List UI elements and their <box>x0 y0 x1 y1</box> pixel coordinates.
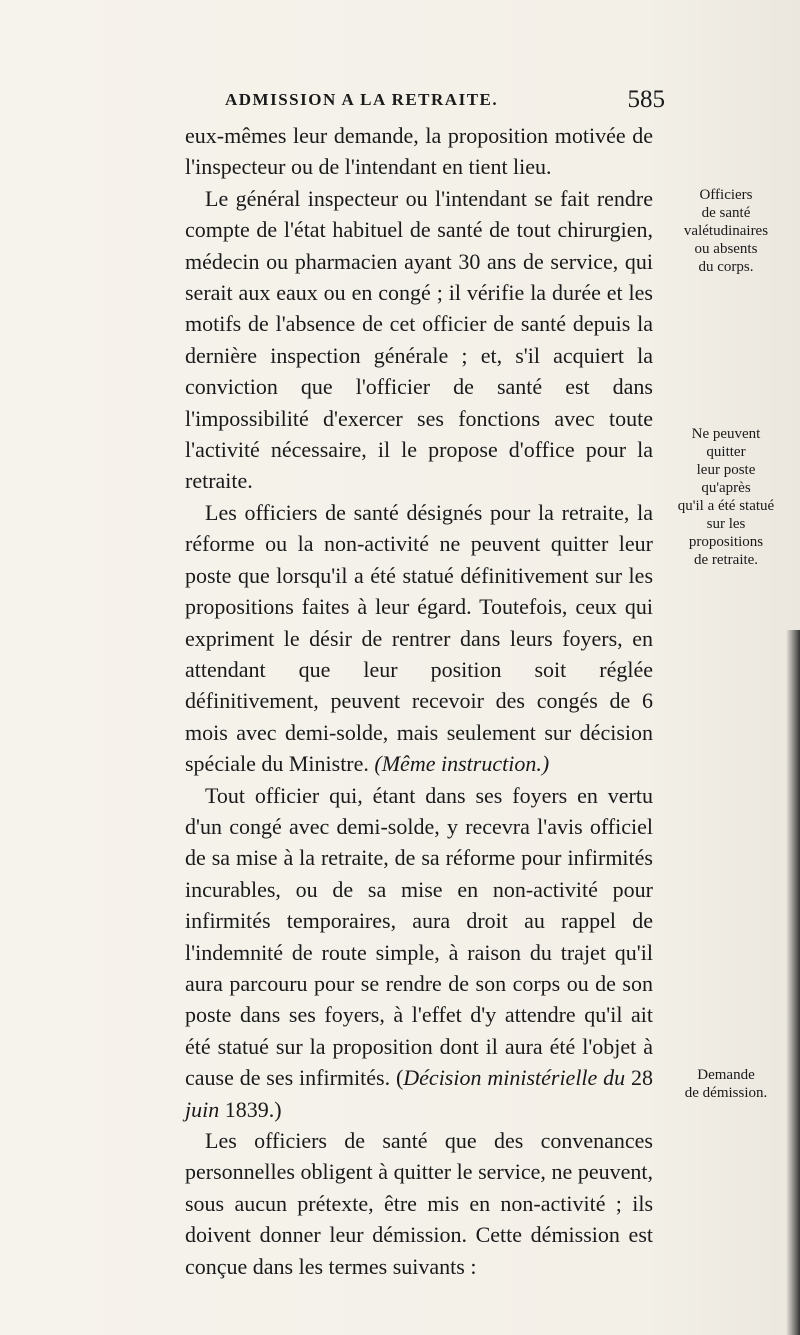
margin-note-line: sur les <box>706 516 746 532</box>
margin-note-line: du corps. <box>698 259 754 275</box>
margin-note-demande-demission <box>662 1066 790 1102</box>
citation-year: 1839.) <box>219 1096 282 1122</box>
margin-note-line: de démission. <box>684 1085 768 1101</box>
main-text <box>185 120 653 1282</box>
margin-note-ne-peuvent-quitter <box>662 425 790 569</box>
paragraph-2: Le général inspecteur ou l'intendant se fait rendre compte de l'état habituel de santé de tout chirurgien, médecin ou pharmacien ayant 30 ans de service, qui serait aux eaux ou en congé ; il vérifie la durée et les motifs de l'absence de cet officier de santé depuis la dernière inspection générale ; et, s'il acquiert la conviction que l'officier de santé est dans l'impossibilité d'exercer ses fonctions avec toute l'activité nécessaire, il le propose d'office pour la retraite. <box>185 185 653 494</box>
paragraph-1: eux-mêmes leur demande, la proposition motivée de l'inspecteur ou de l'intendant en tient lieu. <box>185 123 653 180</box>
citation-day: 28 <box>625 1065 654 1091</box>
margin-note-line: valétudinaires <box>683 223 769 239</box>
citation-open: ( <box>395 1065 404 1091</box>
paragraph-4-text: Tout officier qui, étant dans ses foyers en vertu d'un congé avec demi-solde, y recevra l'avis officiel de sa mise à la retraite, de sa réforme pour infirmités incurables, ou de sa mise en non-activité pour infirmités temporaires, aura droit au rappel de l'indemnité de route simple, à raison du trajet qu'il aura parcouru pour se rendre de son corps ou de son poste dans ses foyers, à l'effet d'y attendre qu'il ait été statué sur la proposition dont il aura été l'objet à cause de ses infirmités. <box>185 782 653 1091</box>
margin-note-line: qu'il a été statué <box>677 498 775 514</box>
page-number: 585 <box>627 86 665 113</box>
paragraph-5: Les officiers de santé que des convenances personnelles obligent à quitter le service, ne peuvent, sous aucun prétexte, être mis en non-activité ; ils doivent donner leur démission. Cette démission est conçue dans les termes suivants : <box>185 1128 653 1279</box>
margin-note-line: quitter <box>706 444 746 460</box>
paragraph-3-citation: (Même instruction.) <box>374 751 550 777</box>
margin-note-line: propositions <box>688 534 764 550</box>
margin-note-line: ou absents <box>694 241 758 257</box>
margin-note-line: de santé <box>701 205 751 221</box>
margin-note-line: de retraite. <box>693 552 759 568</box>
paragraph-4 <box>185 780 653 1125</box>
citation-source: Décision ministérielle du <box>403 1065 626 1091</box>
page-edge-shadow <box>786 630 800 1335</box>
margin-note-line: qu'après <box>701 480 751 496</box>
citation-month: juin <box>185 1096 220 1122</box>
page-header <box>225 86 665 116</box>
margin-note-line: Ne peuvent <box>691 426 761 442</box>
margin-note-line: Officiers <box>699 187 753 203</box>
running-title: ADMISSION A LA RETRAITE. <box>225 90 499 109</box>
margin-note-valetudinaires <box>662 186 790 276</box>
paragraph-3-text: Les officiers de santé désignés pour la retraite, la réforme ou la non-activité ne peuvent quitter leur poste que lorsqu'il a été statué définitivement sur les propositions faites à leur égard. Toutefois, ceux qui expriment le désir de rentrer dans leurs foyers, en attendant que leur position soit réglée définitivement, peuvent recevoir des congés de 6 mois avec demi-solde, mais seulement sur décision spéciale du Ministre. <box>185 499 653 777</box>
paragraph-3 <box>185 497 653 780</box>
margin-note-line: leur poste <box>696 462 756 478</box>
margin-note-line: Demande <box>697 1067 755 1083</box>
